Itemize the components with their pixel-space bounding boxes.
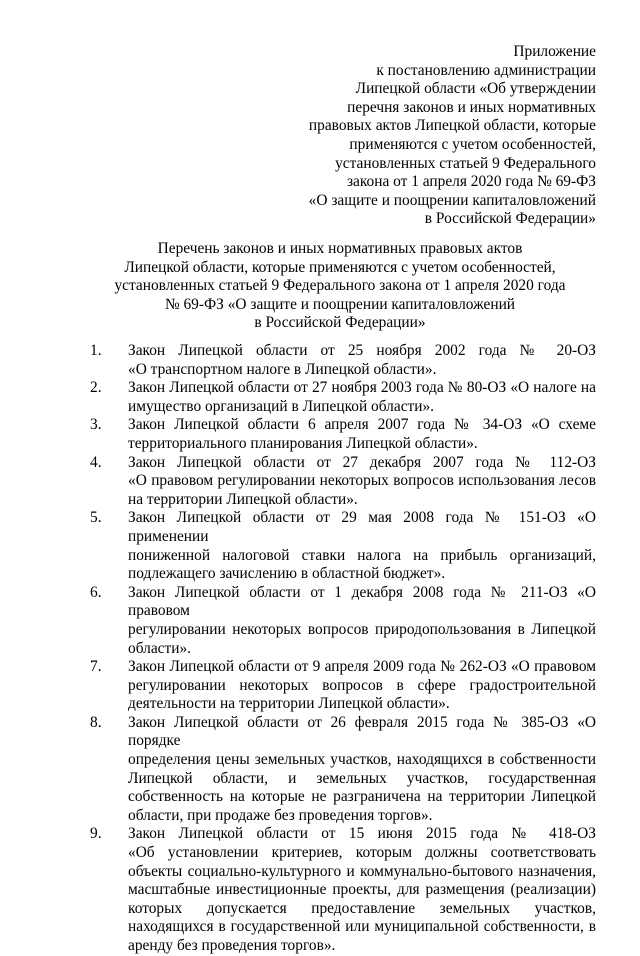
document-title: [80, 240, 600, 333]
list-item-line: территориального планирования Липецкой области».: [128, 434, 478, 452]
list-item: [90, 342, 596, 379]
list-item-line: собственность на которые не разграничена на территории Липецкой: [128, 788, 596, 806]
list-item-line: подлежащего зачислению в областной бюджет».: [128, 565, 446, 583]
list-item-line: определения цены земельных участков, находящихся в собственности: [128, 751, 596, 769]
list-item-text: [128, 714, 596, 826]
list-item-line: Закон Липецкой области от 29 мая 2008 года № 151-ОЗ «О применении: [128, 509, 596, 545]
list-item-line: регулировании некоторых вопросов природопользования в Липецкой: [128, 620, 596, 638]
list-item-text: [128, 825, 596, 955]
title-line: № 69-ФЗ «О защите и поощрении капиталовложений: [164, 295, 516, 313]
list-item-line: регулировании некоторых вопросов в сфере градостроительной: [128, 676, 596, 694]
list-item: [90, 416, 596, 453]
list-item-number: 5.: [90, 509, 102, 527]
list-item-line: Закон Липецкой области от 26 февраля 2015 года № 385-ОЗ «О порядке: [128, 713, 596, 750]
list-item-text: [128, 342, 596, 379]
list-item-line: Закон Липецкой области от 9 апреля 2009 года № 262-ОЗ «О правовом: [128, 658, 596, 676]
list-item-line: Закон Липецкой области от 27 декабря 2007 года № 112-ОЗ: [128, 453, 596, 471]
list-item-number: 3.: [90, 416, 102, 434]
list-item-line: масштабные инвестиционные проекты, для размещения (реализации): [128, 881, 596, 899]
list-item: [90, 658, 596, 714]
law-list: [90, 342, 596, 956]
title-line: Липецкой области, которые применяются с учетом особенностей,: [124, 258, 556, 276]
list-item-text: [128, 509, 596, 583]
appendix-line: перечня законов и иных нормативных: [347, 98, 596, 116]
list-item-text: [128, 584, 596, 658]
list-item-line: на территории Липецкой области».: [128, 490, 358, 508]
appendix-line: «О защите и поощрении капиталовложений: [308, 191, 596, 209]
list-item: [90, 825, 596, 955]
list-item-line: Закон Липецкой области от 1 декабря 2008 года № 211-ОЗ «О правовом: [128, 583, 596, 620]
list-item-text: [128, 658, 596, 714]
list-item-text: [128, 379, 596, 416]
appendix-line: Липецкой области «Об утверждении: [355, 80, 596, 98]
list-item-number: 8.: [90, 713, 102, 731]
list-item-line: находящихся в государственной или муниципальной собственности, в: [128, 918, 596, 936]
list-item-line: имущество организаций в Липецкой области».: [128, 397, 435, 415]
title-line: установленных статьей 9 Федерального закона от 1 апреля 2020 года: [114, 277, 566, 295]
list-item-line: «О правовом регулировании некоторых вопросов использования лесов: [128, 472, 596, 490]
list-item: [90, 584, 596, 658]
list-item: [90, 509, 596, 583]
list-item: [90, 714, 596, 826]
list-item: [90, 454, 596, 510]
list-item-line: области, при продаже без проведения торгов».: [128, 806, 433, 824]
list-item-line: пониженной налоговой ставки налога на прибыль организаций,: [128, 546, 596, 564]
list-item: [90, 379, 596, 416]
list-item-text: [128, 416, 596, 453]
list-item-line: «Об установлении критериев, которым должны соответствовать: [128, 844, 596, 862]
list-item-line: которых допускается предоставление земельных участков,: [128, 899, 596, 917]
list-item-number: 2.: [90, 379, 102, 397]
appendix-line: в Российской Федерации»: [424, 210, 596, 228]
list-item-line: аренду без проведения торгов».: [128, 937, 336, 954]
list-item-line: области».: [128, 639, 191, 657]
list-item-number: 7.: [90, 658, 102, 676]
appendix-line: к постановлению администрации: [376, 61, 596, 79]
appendix-line: установленных статьей 9 Федерального: [335, 154, 596, 172]
list-item-line: «О транспортном налоге в Липецкой области».: [128, 360, 437, 378]
list-item-line: деятельности на территории Липецкой области».: [128, 695, 450, 713]
appendix-line: применяются с учетом особенностей,: [349, 135, 596, 153]
list-item-text: [128, 454, 596, 510]
appendix-line: закона от 1 апреля 2020 года № 69-ФЗ: [346, 173, 596, 191]
list-item-number: 9.: [90, 825, 102, 843]
list-item-line: Закон Липецкой области от 27 ноября 2003 года № 80-ОЗ «О налоге на: [128, 379, 596, 397]
title-line: Перечень законов и иных нормативных правовых актов: [157, 240, 523, 257]
list-item-line: Закон Липецкой области 6 апреля 2007 года № 34-ОЗ «О схеме: [128, 416, 596, 434]
appendix-line: Приложение: [513, 43, 596, 60]
list-item-line: Закон Липецкой области от 25 ноября 2002 года № 20-ОЗ: [128, 342, 596, 359]
appendix-line: правовых актов Липецкой области, которые: [308, 117, 596, 135]
appendix-header: [280, 43, 596, 229]
list-item-number: 4.: [90, 453, 102, 471]
list-item-number: 6.: [90, 583, 102, 601]
list-item-line: Закон Липецкой области от 15 июня 2015 года № 418-ОЗ: [128, 825, 596, 843]
list-item-number: 1.: [90, 342, 102, 359]
title-line: в Российской Федерации»: [254, 314, 426, 332]
list-item-line: объекты социально-культурного и коммунально-бытового назначения,: [128, 862, 596, 880]
list-item-line: Липецкой области, и земельных участков, государственная: [128, 769, 596, 787]
